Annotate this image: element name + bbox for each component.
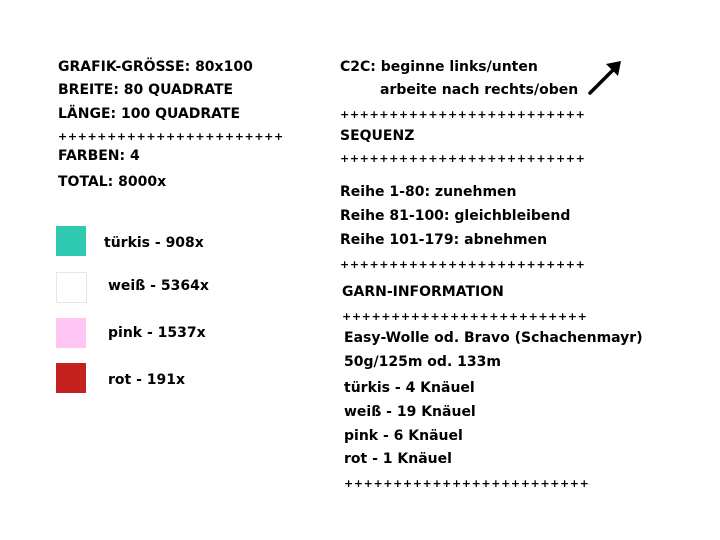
total-count: TOTAL: 8000x: [58, 174, 167, 190]
yarn-weight: 50g/125m od. 133m: [344, 354, 501, 370]
row-range-1: Reihe 1-80: zunehmen: [340, 184, 517, 200]
swatch-weiss: [56, 272, 87, 303]
sequence-heading: SEQUENZ: [340, 128, 415, 144]
grafik-size: GRAFIK-GRÖSSE: 80x100: [58, 59, 253, 75]
skein-weiss: weiß - 19 Knäuel: [344, 404, 476, 420]
swatch-tuerkis: [56, 226, 86, 256]
yarn-heading: GARN-INFORMATION: [342, 284, 504, 300]
arrow-up-right-icon: [586, 58, 626, 98]
swatch-pink: [56, 318, 86, 348]
length-info: LÄNGE: 100 QUADRATE: [58, 106, 241, 122]
c2c-direction: arbeite nach rechts/oben: [380, 82, 579, 98]
right-separator-4: +++++++++++++++++++++++++: [342, 310, 588, 323]
left-separator: +++++++++++++++++++++++: [58, 130, 284, 143]
color-label-rot: rot - 191x: [108, 372, 186, 388]
swatch-rot: [56, 363, 86, 393]
right-separator-2: +++++++++++++++++++++++++: [340, 152, 586, 165]
skein-rot: rot - 1 Knäuel: [344, 451, 452, 467]
c2c-start: C2C: beginne links/unten: [340, 59, 538, 75]
yarn-brand: Easy-Wolle od. Bravo (Schachenmayr): [344, 330, 643, 346]
row-range-2: Reihe 81-100: gleichbleibend: [340, 208, 571, 224]
colors-count: FARBEN: 4: [58, 148, 140, 164]
right-separator-3: +++++++++++++++++++++++++: [340, 258, 586, 271]
skein-pink: pink - 6 Knäuel: [344, 428, 463, 444]
color-label-weiss: weiß - 5364x: [108, 278, 209, 294]
skein-tuerkis: türkis - 4 Knäuel: [344, 380, 475, 396]
right-separator-1: +++++++++++++++++++++++++: [340, 108, 586, 121]
color-label-tuerkis: türkis - 908x: [104, 235, 204, 251]
width-info: BREITE: 80 QUADRATE: [58, 82, 234, 98]
right-separator-5: +++++++++++++++++++++++++: [344, 477, 590, 490]
color-label-pink: pink - 1537x: [108, 325, 206, 341]
row-range-3: Reihe 101-179: abnehmen: [340, 232, 548, 248]
